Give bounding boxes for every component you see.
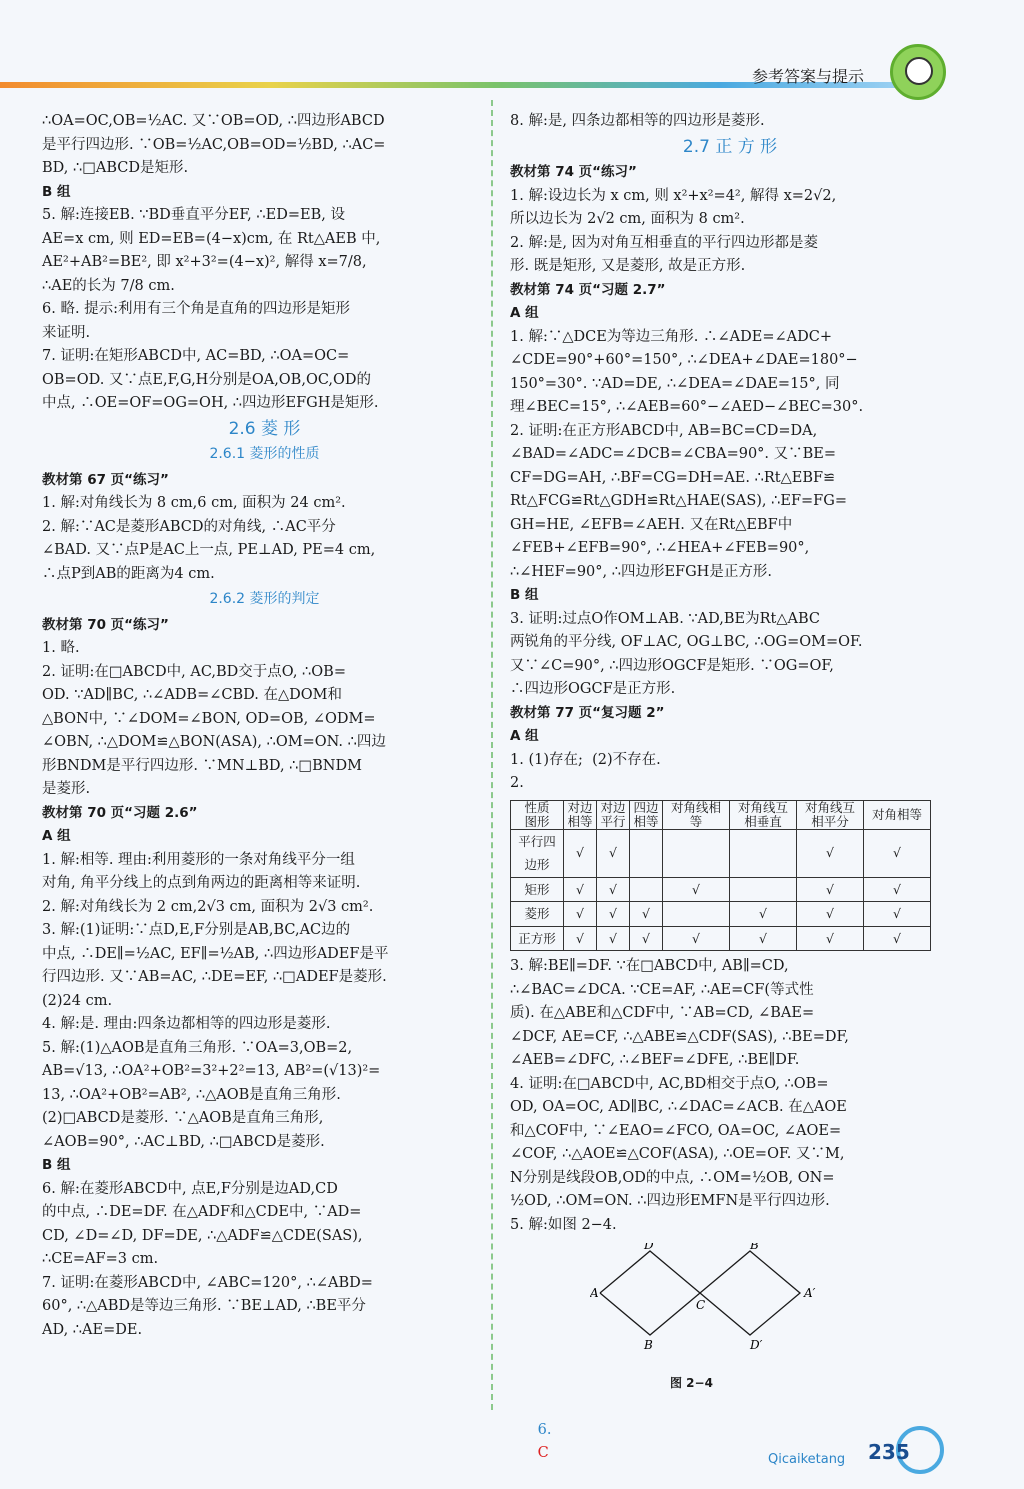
right2-line: 2. 解:是, 因为对角互相垂直的平行四边形都是菱: [510, 234, 819, 251]
left-block-1: [42, 110, 487, 416]
table-cell: [730, 877, 797, 902]
left3-line: A 组: [42, 828, 71, 844]
right3-line: 3. 解:BE∥=DF. ∵在□ABCD中, AB∥=CD,: [510, 958, 789, 974]
table-row-label: 矩形: [511, 877, 564, 902]
table-row: [511, 829, 931, 877]
left3-line: 1. 解:相等. 理由:利用菱形的一条对角线平分一组: [42, 851, 355, 868]
table-cell: √: [864, 829, 931, 877]
table-row-label: 正方形: [511, 926, 564, 951]
left3-line: 教材第 70 页“练习”: [42, 616, 169, 633]
left3-line: ∠OBN, ∴△DOM≌△BON(ASA), ∴OM=ON. ∴四边: [42, 734, 386, 750]
right-block-2: [510, 161, 950, 796]
rhombus-diagram: [590, 1243, 850, 1363]
table-header-cell: 对边相等: [564, 800, 597, 829]
right2-line: ∠FEB+∠EFB=90°, ∴∠HEA+∠FEB=90°,: [510, 540, 810, 556]
table-cell: √: [564, 877, 597, 902]
left3-line: CD, ∠D=∠D, DF=DE, ∴△ADF≌△CDE(SAS),: [42, 1227, 363, 1244]
right-block-1: [510, 110, 950, 134]
table-cell: √: [564, 829, 597, 877]
header-title: 参考答案与提示: [752, 67, 865, 86]
left-line: 来证明.: [42, 324, 91, 341]
figure-2-4: [590, 1243, 950, 1395]
left-line: AE²+AB²=BE², 即 x²+3²=(4−x)², 解得 x=7/8,: [42, 254, 367, 270]
table-cell: √: [730, 926, 797, 951]
left3-line: 1. 略.: [42, 640, 80, 656]
right3-line: N分别是线段OB,OD的中点, ∴OM=½OB, ON=: [510, 1169, 835, 1186]
table-cell: [630, 829, 663, 877]
corner-top: 性质: [524, 799, 550, 815]
left-line: 中点, ∴OE=OF=OG=OH, ∴四边形EFGH是矩形.: [42, 395, 379, 411]
table-header-cell: 对角线互相垂直: [730, 800, 797, 829]
table-cell: √: [864, 902, 931, 927]
left-line: ∴AE的长为 7/8 cm.: [42, 277, 175, 294]
right2-line: ∠CDE=90°+60°=150°, ∴∠DEA+∠DAE=180°−: [510, 352, 858, 368]
right2-line: ∴∠HEF=90°, ∴四边形EFGH是正方形.: [510, 563, 772, 580]
right2-line: B 组: [510, 587, 539, 603]
left3-line: (2)24 cm.: [42, 992, 113, 1009]
right3-line: ∴∠BAC=∠DCA. ∵CE=AF, ∴AE=CF(等式性: [510, 981, 814, 998]
left2-line: 1. 解:对角线长为 8 cm,6 cm, 面积为 24 cm².: [42, 495, 346, 511]
table-cell: √: [597, 926, 630, 951]
table-cell: √: [630, 902, 663, 927]
label-c: C: [696, 1298, 706, 1312]
right3-line: ∠AEB=∠DFC, ∴∠BEF=∠DFE, ∴BE∥DF.: [510, 1052, 800, 1068]
right1-line: 8. 解:是, 四条边都相等的四边形是菱形.: [510, 113, 765, 129]
label-a: A: [590, 1286, 599, 1300]
left3-line: 2. 解:对角线长为 2 cm,2√3 cm, 面积为 2√3 cm².: [42, 898, 374, 915]
table-cell: √: [597, 877, 630, 902]
right2-line: A 组: [510, 305, 539, 321]
left-block-3: [42, 614, 487, 1343]
table-cell: √: [797, 829, 864, 877]
right2-line: 3. 证明:过点O作OM⊥AB. ∵AD,BE为Rt△ABC: [510, 610, 820, 627]
right2-line: 形. 既是矩形, 又是菱形, 故是正方形.: [510, 258, 746, 274]
left3-line: 的中点, ∴DE=DF. 在△ADF和△CDE中, ∵AD=: [42, 1204, 362, 1220]
table-row: [511, 902, 931, 927]
right3-line: 5. 解:如图 2−4.: [510, 1216, 617, 1233]
right3-line: ∠COF, ∴△AOE≌△COF(ASA), ∴OE=OF. 又∵M,: [510, 1146, 845, 1162]
left3-line: 6. 解:在菱形ABCD中, 点E,F分别是边AD,CD: [42, 1180, 338, 1197]
right3-line: ∠DCF, AE=CF, ∴△ABE≌△CDF(SAS), ∴BE=DF,: [510, 1028, 849, 1045]
left3-line: (2)□ABCD是菱形. ∵△AOB是直角三角形,: [42, 1110, 324, 1126]
table-cell: [663, 829, 730, 877]
table-cell: [663, 902, 730, 927]
right-block-3: [510, 955, 950, 1237]
properties-table: [510, 800, 931, 952]
table-cell: [630, 877, 663, 902]
left3-line: 5. 解:(1)△AOB是直角三角形. ∵OA=3,OB=2,: [42, 1039, 353, 1056]
right2-line: A 组: [510, 728, 539, 744]
right2-line: CF=DG=AH, ∴BF=CG=DH=AE. ∴Rt△EBF≌: [510, 469, 836, 486]
left-line: ∴OA=OC,OB=½AC. 又∵OB=OD, ∴四边形ABCD: [42, 113, 385, 129]
right3-line: 质). 在△ABE和△CDF中, ∵AB=CD, ∠BAE=: [510, 1005, 815, 1021]
right2-line: 1. 解:设边长为 x cm, 则 x²+x²=4², 解得 x=2√2,: [510, 187, 837, 204]
right-column: [510, 110, 950, 1489]
answer-6-value: C: [537, 1445, 549, 1461]
right2-line: 2.: [510, 775, 524, 791]
label-b-prime: B′: [750, 1243, 762, 1252]
right2-line: 2. 证明:在正方形ABCD中, AB=BC=CD=DA,: [510, 422, 818, 439]
table-cell: √: [797, 877, 864, 902]
table-cell: √: [730, 902, 797, 927]
figure-caption: 图 2−4: [670, 1375, 713, 1390]
left3-line: 2. 证明:在□ABCD中, AC,BD交于点O, ∴OB=: [42, 663, 346, 680]
table-header-cell: 对角相等: [864, 800, 931, 829]
left3-line: 对角, 角平分线上的点到角两边的距离相等来证明.: [42, 875, 361, 891]
column-divider: [491, 100, 493, 1410]
left3-line: 行四边形. 又∵AB=AC, ∴DE=EF, ∴□ADEF是菱形.: [42, 969, 387, 985]
left3-line: 4. 解:是. 理由:四条边都相等的四边形是菱形.: [42, 1016, 331, 1032]
table-cell: √: [864, 877, 931, 902]
subsection-2-6-2-title: 2.6.2 菱形的判定: [209, 591, 320, 607]
table-header-cell: 对边平行: [597, 800, 630, 829]
right2-line: 理∠BEC=15°, ∴∠AEB=60°−∠AED−∠BEC=30°.: [510, 399, 864, 415]
table-cell: √: [864, 926, 931, 951]
left-line: 是平行四边形. ∵OB=½AC,OB=OD=½BD, ∴AC=: [42, 136, 386, 153]
left3-line: 教材第 70 页“习题 2.6”: [42, 804, 198, 821]
right2-line: 教材第 77 页“复习题 2”: [510, 704, 665, 721]
table-header-cell: 对角线互相平分: [797, 800, 864, 829]
right2-line: 又∵∠C=90°, ∴四边形OGCF是矩形. ∵OG=OF,: [510, 657, 834, 674]
answer-6-number: 6.: [537, 1421, 552, 1438]
table-cell: [730, 829, 797, 877]
left3-line: ∴CE=AF=3 cm.: [42, 1251, 159, 1267]
right2-line: 所以边长为 2√2 cm, 面积为 8 cm².: [510, 211, 745, 227]
left-line: 6. 略. 提示:利用有三个角是直角的四边形是矩形: [42, 301, 351, 317]
mascot-logo: [890, 44, 946, 100]
table-header-cell: 对角线相等: [663, 800, 730, 829]
section-2-6-title: 2.6 菱 形: [228, 418, 301, 439]
table-cell: √: [597, 829, 630, 877]
right2-line: 1. (1)存在; (2)不存在.: [510, 751, 661, 768]
rhombus-abcd: [600, 1251, 700, 1335]
right2-line: ∴四边形OGCF是正方形.: [510, 681, 676, 697]
page-number: 235: [868, 1440, 910, 1464]
table-header-cell: 四边相等: [630, 800, 663, 829]
label-a-prime: A′: [804, 1286, 816, 1300]
left-line: OB=OD. 又∵点E,F,G,H分别是OA,OB,OC,OD的: [42, 371, 372, 388]
corner-bottom: 图形: [524, 813, 550, 829]
label-d-prime: D′: [750, 1338, 763, 1352]
right2-line: ∠BAD=∠ADC=∠DCB=∠CBA=90°. 又∵BE=: [510, 446, 837, 462]
left3-line: B 组: [42, 1157, 71, 1173]
table-cell: √: [597, 902, 630, 927]
right3-line: 和△COF中, ∵∠EAO=∠FCO, OA=OC, ∠AOE=: [510, 1122, 842, 1139]
label-d: D: [644, 1243, 654, 1252]
left-line: BD, ∴□ABCD是矩形.: [42, 160, 189, 176]
left3-line: AB=√13, ∴OA²+OB²=3²+2²=13, AB²=(√13)²=: [42, 1063, 381, 1079]
right3-line: 4. 证明:在□ABCD中, AC,BD相交于点O, ∴OB=: [510, 1075, 829, 1092]
left3-line: 中点, ∴DE∥=½AC, EF∥=½AB, ∴四边形ADEF是平: [42, 945, 389, 962]
table-row: [511, 926, 931, 951]
left2-line: 教材第 67 页“练习”: [42, 471, 169, 488]
left3-line: 形BNDM是平行四边形. ∵MN⊥BD, ∴□BNDM: [42, 757, 362, 774]
left-block-2: [42, 469, 487, 587]
table-row: [511, 877, 931, 902]
table-row-label: 平行四边形: [511, 829, 564, 877]
right3-line: OD, OA=OC, AD∥BC, ∴∠DAC=∠ACB. 在△AOE: [510, 1099, 847, 1115]
right2-line: 教材第 74 页“习题 2.7”: [510, 281, 666, 298]
rhombus-a-prime: [700, 1251, 800, 1335]
left-line: AE=x cm, 则 ED=EB=(4−x)cm, 在 Rt△AEB 中,: [42, 230, 381, 247]
right2-line: 教材第 74 页“练习”: [510, 164, 637, 180]
left3-line: 7. 证明:在菱形ABCD中, ∠ABC=120°, ∴∠ABD=: [42, 1274, 373, 1291]
table-cell: √: [797, 902, 864, 927]
left3-line: 13, ∴OA²+OB²=AB², ∴△AOB是直角三角形.: [42, 1086, 341, 1103]
left-column: [42, 110, 487, 1342]
left3-line: 60°, ∴△ABD是等边三角形. ∵BE⊥AD, ∴BE平分: [42, 1298, 366, 1314]
right3-line: ½OD, ∴OM=ON. ∴四边形EMFN是平行四边形.: [510, 1193, 830, 1209]
table-corner: [511, 800, 564, 829]
table-cell: √: [663, 926, 730, 951]
right2-line: Rt△FCG≌Rt△GDH≌Rt△HAE(SAS), ∴EF=FG=: [510, 493, 847, 509]
right2-line: 两锐角的平分线, OF⊥AC, OG⊥BC, ∴OG=OM=OF.: [510, 634, 863, 650]
left2-line: ∠BAD. 又∵点P是AC上一点, PE⊥AD, PE=4 cm,: [42, 542, 376, 558]
table-cell: √: [663, 877, 730, 902]
table-cell: √: [564, 902, 597, 927]
table-row-label: 菱形: [511, 902, 564, 927]
table-cell: √: [630, 926, 663, 951]
left-line: 7. 证明:在矩形ABCD中, AC=BD, ∴OA=OC=: [42, 348, 350, 364]
left3-line: ∠AOB=90°, ∴AC⊥BD, ∴□ABCD是菱形.: [42, 1133, 325, 1150]
footer-brand: Qicaiketang: [768, 1452, 846, 1467]
left2-line: ∴点P到AB的距离为4 cm.: [42, 565, 215, 582]
table-cell: √: [797, 926, 864, 951]
section-2-7-title: 2.7 正 方 形: [682, 136, 778, 157]
left3-line: △BON中, ∵∠DOM=∠BON, OD=OB, ∠ODM=: [42, 710, 376, 727]
left3-line: OD. ∵AD∥BC, ∴∠ADB=∠CBD. 在△DOM和: [42, 687, 342, 703]
left3-line: AD, ∴AE=DE.: [42, 1321, 143, 1338]
left2-line: 2. 解:∵AC是菱形ABCD的对角线, ∴AC平分: [42, 518, 336, 535]
right2-line: 1. 解:∵△DCE为等边三角形. ∴∠ADE=∠ADC+: [510, 328, 832, 345]
label-b: B: [644, 1338, 653, 1352]
table-cell: √: [564, 926, 597, 951]
right2-line: 150°=30°. ∵AD=DE, ∴∠DEA=∠DAE=15°, 同: [510, 375, 840, 392]
left3-line: 是菱形.: [42, 781, 91, 797]
left3-line: 3. 解:(1)证明:∵点D,E,F分别是AB,BC,AC边的: [42, 922, 351, 938]
table-body: [511, 829, 931, 951]
subsection-2-6-1-title: 2.6.1 菱形的性质: [209, 446, 320, 462]
right2-line: GH=HE, ∠EFB=∠AEH. 又在Rt△EBF中: [510, 516, 793, 533]
left-line: 5. 解:连接EB. ∵BD垂直平分EF, ∴ED=EB, 设: [42, 207, 345, 223]
table-header-row: [511, 800, 931, 829]
left-line: B 组: [42, 183, 71, 200]
